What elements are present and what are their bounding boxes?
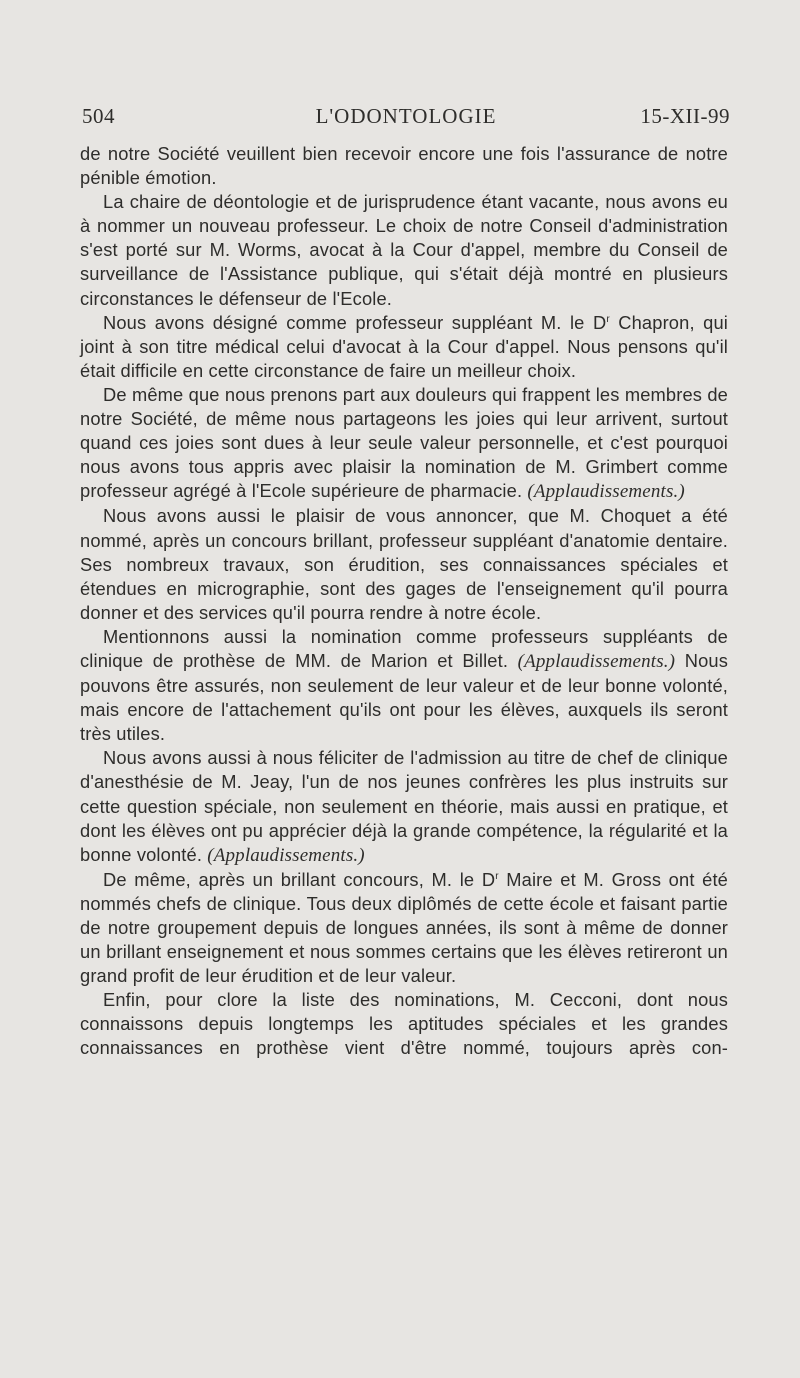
- paragraph-text: Nous pouvons être assurés, non seulement de leur valeur et de leur bonne volonté, mais encore de l'attachement qu'ils ont pour les élèves, auxquels ils seront très utiles.: [80, 649, 728, 745]
- paragraph: [80, 190, 728, 310]
- paragraph-text: de notre Société veuillent bien recevoir encore une fois l'assurance de notre pénible émotion.: [80, 143, 728, 189]
- paragraph-text: Mentionnons aussi la nomination comme professeurs suppléants de clinique de prothèse de MM. de Marion et Billet.: [80, 625, 728, 671]
- paragraph-text: Nous avons désigné comme professeur suppléant M. le D: [103, 311, 607, 333]
- paragraph: [80, 988, 728, 1060]
- paragraph-text: De même que nous prenons part aux douleurs qui frappent les membres de notre Société, de même nous partageons les joies qui leur arrivent, surtout quand ces joies sont dues à leur seule valeur personnelle, et c'est pourquoi nous avons tous appris avec plaisir la nomination de M. Grimbert comme professeur agrégé à l'Ecole supérieure de pharmacie.: [80, 383, 728, 502]
- paragraph: [80, 625, 728, 746]
- superscript: r: [606, 313, 610, 325]
- applause-note: (Applaudissements.): [527, 481, 685, 503]
- paragraph: [80, 383, 728, 504]
- paragraph-text: Nous avons aussi le plaisir de vous annoncer, que M. Choquet a été nommé, après un concours brillant, professeur suppléant d'anatomie dentaire. Ses nombreux travaux, son érudition, ses connaissances spéciales et étendues en micrographie, sont des gages de l'enseignement qu'il pourra donner et des services qu'il pourra rendre à notre école.: [80, 505, 728, 623]
- paragraph: [80, 868, 728, 988]
- applause-note: (Applaudissements.): [207, 844, 365, 866]
- running-header: [82, 104, 730, 136]
- journal-title: L'ODONTOLOGIE: [315, 104, 497, 128]
- paragraph: [80, 746, 728, 867]
- paragraph: [80, 504, 728, 624]
- paragraph-text: De même, après un brillant concours, M. le D: [103, 868, 496, 890]
- paragraph-text: Nous avons aussi à nous féliciter de l'admission au titre de chef de clinique d'anesthésie de M. Jeay, l'un de nos jeunes confrères les plus instruits sur cette question spéciale, non seulement en théorie, mais aussi en pratique, et dont les élèves ont pu apprécier déjà la grande compétence, la régularité et la bonne volonté.: [80, 747, 728, 865]
- paragraph: [80, 311, 728, 383]
- page-number: 504: [82, 104, 115, 128]
- paragraph: [80, 142, 728, 190]
- paragraph-text: La chaire de déontologie et de jurisprudence étant vacante, nous avons eu à nommer un nouveau professeur. Le choix de notre Conseil d'administration s'est porté sur M. Worms, avocat à la Cour d'appel, membre du Conseil de surveillance de l'Assistance publique, qui s'était déjà montré en plusieurs circonstances le défenseur de l'Ecole.: [80, 191, 728, 309]
- paragraph-text: Maire et M. Gross ont été nommés chefs de clinique. Tous deux diplômés de cette école et faisant partie de notre groupement depuis de longues années, ils sont à même de donner un brillant enseignement et nous sommes certains que les élèves retireront un grand profit de leur érudition et de leur valeur.: [80, 868, 728, 987]
- applause-note: (Applaudissements.): [517, 650, 676, 672]
- issue-date: 15-XII-99: [640, 104, 730, 128]
- paragraph-text: Enfin, pour clore la liste des nominations, M. Cecconi, dont nous connaissons depuis longtemps les aptitudes spéciales et les grandes connaissances en prothèse vient d'être nommé, toujours après con-: [80, 989, 728, 1059]
- superscript: r: [495, 870, 499, 882]
- body-text: [80, 142, 728, 1061]
- paragraph-text: Chapron, qui joint à son titre médical celui d'avocat à la Cour d'appel. Nous pensons qu'il était difficile en cette circonstance de faire un meilleur choix.: [80, 311, 728, 381]
